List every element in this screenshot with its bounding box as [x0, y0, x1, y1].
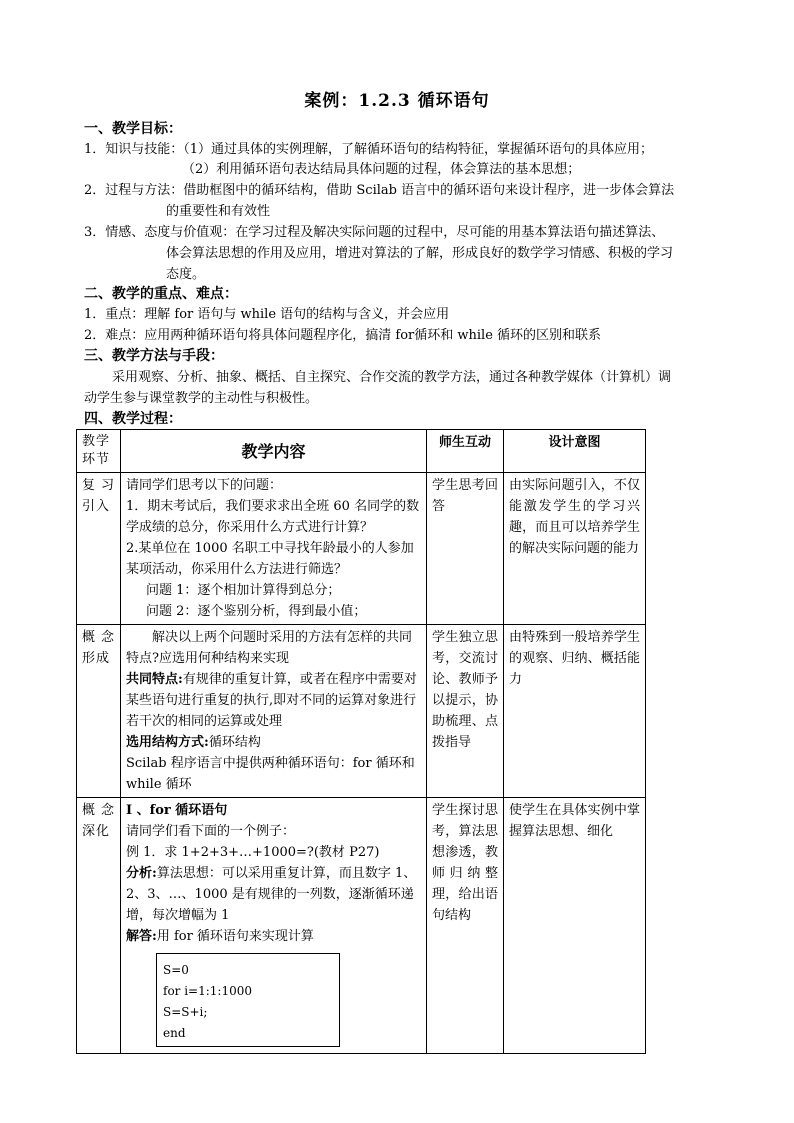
concept-common: 共同特点:有规律的重复计算，或者在程序中需要对某些语句进行重复的执行,即对不同的运算对象进行若干次的相同的运算或处理 [126, 672, 417, 729]
intent-deepen: 使学生在具体实例中掌握算法思想、细化 [504, 798, 646, 1054]
goals-item2-line1: 2．过程与方法：借助框图中的循环结构，借助 Scilab 语言中的循环语句来设计程序，进一步体会算法 [84, 183, 675, 198]
review-line: 请同学们思考以下的问题： [126, 478, 283, 493]
goals-item3-line2: 体会算法思想的作用及应用，增进对算法的了解，形成良好的数学学习情感、积极的学习 [166, 246, 674, 261]
goals-item3-line3: 态度。 [166, 267, 206, 282]
goals-item1-line2: （2）利用循环语句表达结局具体问题的过程，体会算法的基本思想； [182, 162, 581, 177]
interaction-deepen: 学生探讨思考，算法思想渗透，教师归纳整理，给出语句结构 [427, 798, 504, 1054]
code-line: S=S+i; [163, 1005, 208, 1019]
stage-concept: 概念形成 [77, 625, 121, 798]
analysis: 分析:算法思想：可以采用重复计算，而且数字 1、2、3、…、1000 是有规律的一列数，逐渐循环递增，每次增幅为 1 [126, 866, 417, 923]
table-row [77, 798, 646, 1054]
goals-item2-line2: 的重要性和有效性 [166, 204, 271, 219]
code-box [156, 953, 340, 1047]
header-interaction: 师生互动 [427, 430, 504, 473]
content-concept [121, 625, 427, 798]
concept-scilab: Scilab 程序语言中提供两种循环语句：for 循环和 while 循环 [126, 756, 415, 792]
methods-line1: 采用观察、分析、抽象、概括、自主探究、合作交流的教学方法，通过各种教学媒体（计算机）调 [112, 370, 672, 385]
review-answer-1: 问题 1：逐个相加计算得到总分； [146, 583, 341, 598]
example-1: 例 1．求 1+2+3+…+1000=?(教材 P27) [126, 845, 380, 860]
deepen-line1: 请同学们看下面的一个例子： [126, 824, 296, 839]
table-header-row [77, 430, 646, 473]
process-heading: 四、教学过程： [84, 411, 182, 427]
header-content: 教学内容 [121, 430, 427, 473]
page-title: 案例：1.2.3 循环语句 [304, 91, 490, 111]
review-question-2: 2.某单位在 1000 名职工中寻找年龄最小的人参加某项活动，你采用什么方法进行筛选？ [126, 541, 414, 577]
keypoints-heading: 二、教学的重点、难点： [84, 286, 238, 302]
code-line: for i=1:1:1000 [163, 984, 253, 998]
goals-item1: 1．知识与技能：（1）通过具体的实例理解，了解循环语句的结构特征，掌握循环语句的具体应用； [84, 142, 654, 157]
keypoints-line1: 1．重点：理解 for 语句与 while 语句的结构与含义，并会应用 [84, 307, 450, 322]
content-deepen [121, 798, 427, 1054]
interaction-review: 学生思考回答 [427, 473, 504, 625]
methods-heading: 三、教学方法与手段： [84, 348, 224, 364]
header-stage: 教学环节 [77, 430, 121, 473]
goals-heading: 一、教学目标： [84, 121, 182, 137]
stage-deepen: 概念深化 [77, 798, 121, 1054]
interaction-concept: 学生独立思考，交流讨论、教师予以提示，协助梳理、点拨指导 [427, 625, 504, 798]
code-line: end [163, 1026, 186, 1040]
code-line: S=0 [163, 963, 189, 977]
methods-line2: 动学生参与课堂教学的主动性与积极性。 [84, 391, 319, 406]
concept-intro: 解决以上两个问题时采用的方法有怎样的共同特点?应选用何种结构来实现 [126, 630, 413, 666]
intent-review: 由实际问题引入，不仅能激发学生的学习兴趣，而且可以培养学生的解决实际问题的能力 [504, 473, 646, 625]
teaching-process-table [76, 429, 646, 1054]
concept-structure: 选用结构方式:循环结构 [126, 735, 261, 750]
table-row [77, 473, 646, 625]
content-review [121, 473, 427, 625]
review-answer-2: 问题 2：逐个鉴别分析，得到最小值； [146, 604, 367, 619]
keypoints-line2: 2．难点：应用两种循环语句将具体问题程序化，搞清 for循环和 while 循环的区别和联系 [84, 328, 602, 343]
header-intent: 设计意图 [504, 430, 646, 473]
answer: 解答:用 for 循环语句来实现计算 [126, 929, 314, 944]
intent-concept: 由特殊到一般培养学生的观察、归纳、概括能力 [504, 625, 646, 798]
goals-item3-line1: 3．情感、态度与价值观：在学习过程及解决实际问题的过程中，尽可能的用基本算法语句描述算法、 [84, 225, 665, 240]
review-question-1: 1．期末考试后，我们要求求出全班 60 名同学的数学成绩的总分，你采用什么方式进行计算？ [126, 499, 420, 535]
for-loop-heading: Ⅰ 、for 循环语句 [126, 803, 228, 818]
stage-review: 复习引入 [77, 473, 121, 625]
table-row [77, 625, 646, 798]
